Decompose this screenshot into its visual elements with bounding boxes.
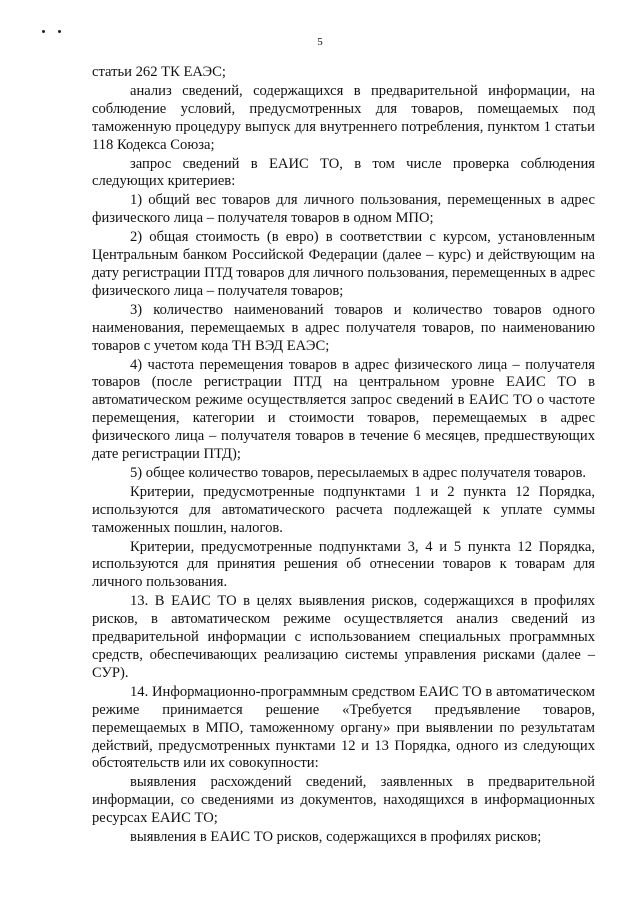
section-14: 14. Информационно-программным средством ЕАИС ТО в автоматическом режиме принимается решение «Требуется предъявление товаров, перемещаемых в МПО, таможенному органу» при выявлении по результатам действий, предусмотренных пунктами 12 и 13 Порядка, одного из следующих обстоятельств или их совокупности: <box>92 683 595 772</box>
paragraph: Критерии, предусмотренные подпунктами 1 и 2 пункта 12 Порядка, используются для автоматического расчета подлежащей к уплате суммы таможенных пошлин, налогов. <box>92 483 595 536</box>
paragraph: анализ сведений, содержащихся в предварительной информации, на соблюдение условий, предусмотренных для товаров, помещаемых под таможенную процедуру выпуск для внутреннего потребления, пунктом 1 статьи 118 Кодекса Союза; <box>92 82 595 153</box>
scan-speck <box>42 30 45 33</box>
document-body <box>92 64 595 847</box>
paragraph: статьи 262 ТК ЕАЭС; <box>92 64 226 80</box>
page-number: 5 <box>317 36 323 48</box>
list-item: 3) количество наименований товаров и количество товаров одного наименования, перемещаемых в адрес получателя товаров, по наименованию товаров с учетом кода ТН ВЭД ЕАЭС; <box>92 301 595 354</box>
list-item: 4) частота перемещения товаров в адрес физического лица – получателя товаров (после регистрации ПТД на центральном уровне ЕАИС ТО в автоматическом режиме осуществляется запрос сведений в ЕАИС ТО о частоте перемещения, категории и стоимости товаров, перемещаемых в адрес физического лица – получателя товаров в течение 6 месяцев, предшествующих дате регистрации ПТД); <box>92 356 595 463</box>
paragraph: Критерии, предусмотренные подпунктами 3, 4 и 5 пункта 12 Порядка, используются для принятия решения об отнесении товаров к товарам для личного пользования. <box>92 538 595 591</box>
paragraph: выявления в ЕАИС ТО рисков, содержащихся в профилях рисков; <box>130 829 542 846</box>
list-item: 2) общая стоимость (в евро) в соответствии с курсом, установленным Центральным банком Российской Федерации (далее – курс) и действующим на дату регистрации ПТД товаров для личного пользования, перемещенных в адрес физического лица – получателя товаров; <box>92 229 595 299</box>
paragraph: выявления расхождений сведений, заявленных в предварительной информации, со сведениями из документов, находящихся в информационных ресурсах ЕАИС ТО; <box>92 774 595 827</box>
section-13: 13. В ЕАИС ТО в целях выявления рисков, содержащихся в профилях рисков, в автоматическом режиме осуществляется анализ сведений из предварительной информации с использованием специальных программных средств, обеспечивающих реализацию системы управления рисками (далее – СУР). <box>92 593 595 681</box>
paragraph: запрос сведений в ЕАИС ТО, в том числе проверка соблюдения следующих критериев: <box>92 155 595 190</box>
scan-speck <box>58 30 61 33</box>
list-item: 1) общий вес товаров для личного пользования, перемещенных в адрес физического лица – получателя товаров в одном МПО; <box>92 192 595 227</box>
list-item: 5) общее количество товаров, пересылаемых в адрес получателя товаров. <box>130 464 586 481</box>
